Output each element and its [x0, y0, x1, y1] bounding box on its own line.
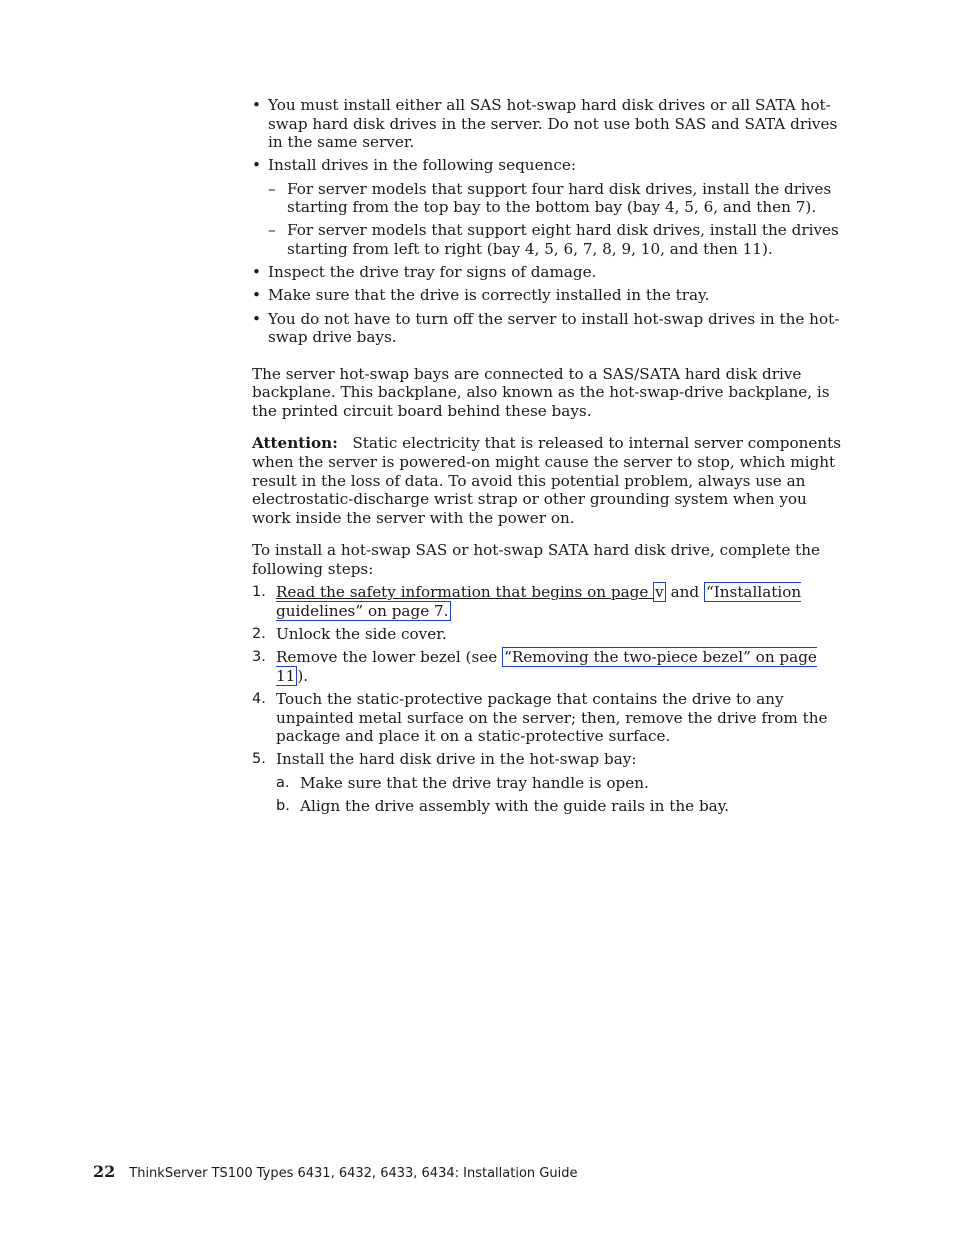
bullet-mark: •	[252, 263, 261, 282]
substep-a	[276, 774, 844, 793]
list-item-text: You do not have to turn off the server to install hot-swap drives in the hot-swap drive bays.	[268, 309, 840, 347]
step-4	[252, 690, 844, 746]
procedure-steps	[252, 583, 844, 815]
substep-letter: a.	[276, 774, 290, 791]
dash-mark: –	[268, 179, 276, 198]
list-item-text: Install drives in the following sequence:	[268, 156, 576, 175]
substep-text: Make sure that the drive tray handle is open.	[300, 773, 649, 792]
step-text: and	[665, 583, 704, 602]
list-item-text: For server models that support four hard disk drives, install the drives starting from the top bay to the bottom bay (bay 4, 5, 6, and then 7).	[287, 179, 832, 217]
step-number: 2.	[252, 626, 266, 642]
step-text: Install the hard disk drive in the hot-swap bay:	[276, 750, 637, 769]
list-item-text: You must install either all SAS hot-swap hard disk drives or all SATA hot-swap hard disk drives in the server. Do not use both SAS and SATA drives in the same server.	[268, 96, 838, 152]
step-number: 5.	[252, 751, 266, 768]
list-item	[252, 156, 844, 258]
step-3	[252, 648, 844, 685]
substep-letter: b.	[276, 797, 290, 814]
step-number: 3.	[252, 649, 266, 666]
list-item	[252, 310, 844, 347]
step-2	[252, 625, 844, 644]
page-number: 22	[93, 1162, 116, 1181]
requirements-list	[252, 96, 844, 347]
attention-label: Attention:	[252, 434, 338, 453]
attention-text: Static electricity that is released to internal server components when the server is powered-on might cause the server to stop, which might result in the loss of data. To avoid this potential problem, always use an electrostatic-discharge wrist strap or other grounding system when you work inside the server with the power on.	[252, 434, 842, 527]
step-5	[252, 750, 844, 815]
bullet-mark: •	[252, 96, 261, 114]
page-content	[252, 96, 844, 820]
substep-b	[276, 797, 844, 816]
list-item-text: Make sure that the drive is correctly installed in the tray.	[268, 286, 710, 305]
step-1	[252, 583, 844, 620]
list-item	[252, 96, 844, 152]
backplane-paragraph: The server hot-swap bays are connected to a SAS/SATA hard disk drive backplane. This backplane, also known as the hot-swap-drive backplane, is the printed circuit board behind these bays.	[252, 364, 830, 420]
dash-mark: –	[268, 221, 276, 240]
list-item	[252, 286, 844, 305]
bullet-mark: •	[252, 309, 261, 328]
list-item-text: For server models that support eight hard disk drives, install the drives starting from left to right (bay 4, 5, 6, 7, 8, 9, 10, and then 11).	[287, 221, 839, 258]
step-text: Read the safety information that begins on page	[276, 583, 654, 602]
list-item-text: Inspect the drive tray for signs of damage.	[268, 263, 597, 282]
installation-guidelines-link[interactable]: “Installation guidelines” on page 7.	[276, 583, 802, 620]
bullet-mark: •	[252, 156, 261, 175]
step-text: Touch the static-protective package that contains the drive to any unpainted metal surface on the server; then, remove the drive from the package and place it on a static-protective surface.	[276, 689, 828, 746]
step-number: 1.	[252, 584, 266, 601]
step-text: Remove the lower bezel (see	[276, 648, 503, 667]
step-text: ).	[297, 666, 309, 685]
step-number: 4.	[252, 690, 266, 707]
footer-title: ThinkServer TS100 Types 6431, 6432, 6433, 6434: Installation Guide	[129, 1166, 578, 1181]
removing-bezel-link[interactable]: “Removing the two-piece bezel” on page 11	[276, 648, 817, 685]
install-sequence-list	[268, 180, 844, 259]
substep-text: Align the drive assembly with the guide rails in the bay.	[300, 796, 730, 815]
list-item	[252, 263, 844, 282]
step-text: Unlock the side cover.	[276, 625, 447, 643]
substeps	[276, 774, 844, 816]
bullet-mark: •	[252, 286, 261, 305]
procedure-intro: To install a hot-swap SAS or hot-swap SATA hard disk drive, complete the following steps:	[252, 541, 821, 579]
attention-notice	[252, 434, 844, 527]
safety-page-link[interactable]: v	[655, 583, 664, 602]
list-item	[268, 221, 844, 258]
list-item	[268, 180, 844, 217]
page-footer	[93, 1162, 577, 1181]
